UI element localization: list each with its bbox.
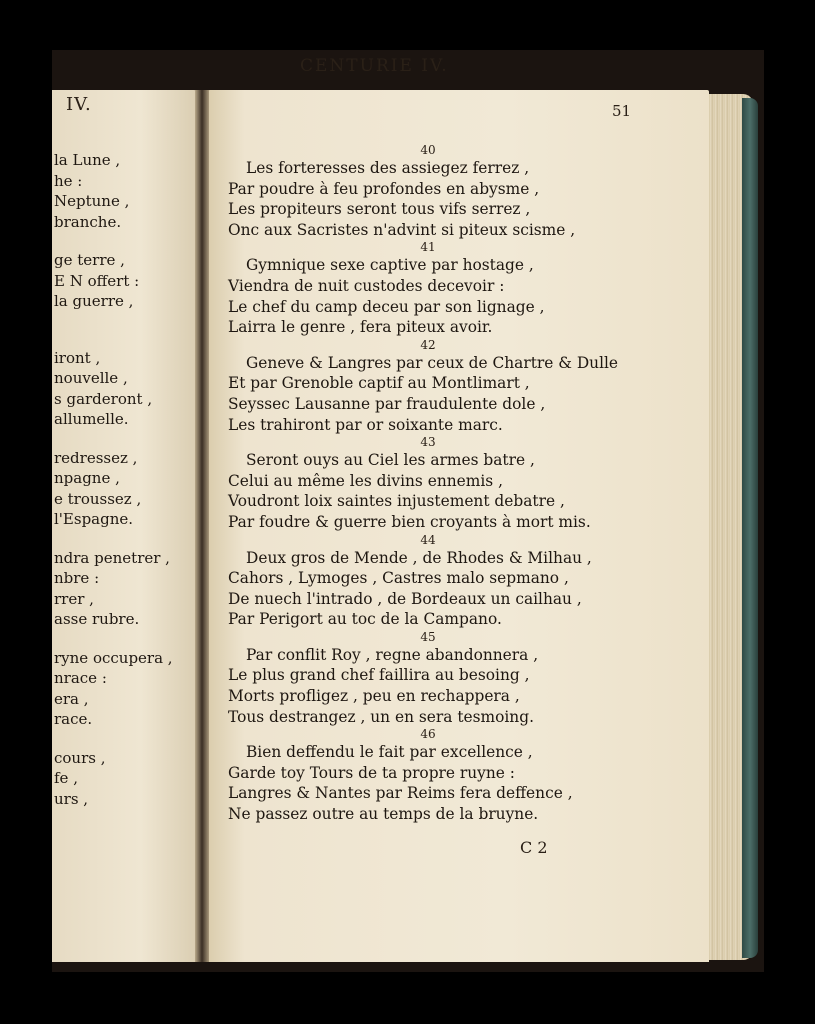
verse-line: Viendra de nuit custodes decevoir : [228, 276, 505, 295]
verse-line: Seront ouys au Ciel les armes batre , [246, 451, 535, 470]
verse-line: Garde toy Tours de ta propre ruyne : [228, 763, 515, 782]
verse-line: Par foudre & guerre bien croyants à mort mis. [228, 512, 591, 531]
verse-line: Par Perigort au toc de la Campano. [228, 610, 502, 629]
verse-line: Tous destrangez , un en sera tesmoing. [228, 707, 534, 726]
verse-line: Geneve & Langres par ceux de Chartre & Dulle [246, 353, 619, 372]
verse-line: Lairra le genre , fera piteux avoir. [228, 318, 493, 337]
left-page-line: he : [54, 171, 83, 190]
verse-line: Et par Grenoble captif au Montlimart , [228, 374, 530, 393]
quatrain-number: 41 [420, 240, 436, 255]
left-page-line: e troussez , [54, 489, 142, 508]
left-page-line: la Lune , [54, 151, 121, 169]
verse-line: De nuech l'intrado , de Bordeaux un cailhau , [228, 589, 582, 608]
left-page-line: ryne occupera , [54, 648, 173, 667]
left-page-line: iront , [54, 348, 101, 367]
verse-line: Langres & Nantes par Reims fera deffence , [228, 784, 573, 803]
left-page-line: Neptune , [54, 192, 130, 210]
verse-line: Cahors , Lymoges , Castres malo sepmano , [228, 569, 569, 588]
left-page-line: nbre : [54, 569, 100, 587]
left-page-line [54, 232, 196, 250]
quatrain-number: 43 [420, 435, 436, 450]
left-page-line: fe , [54, 769, 78, 787]
left-page-line: l'Espagne. [54, 510, 134, 528]
left-page-line: era , [54, 689, 89, 708]
left-page-line: race. [54, 710, 93, 728]
left-running-head: IV. [66, 94, 92, 115]
left-page-line [54, 630, 196, 648]
quatrains-block [228, 143, 638, 825]
verse-line: Ne passez outre au temps de la bruyne. [228, 805, 539, 824]
verse-line: Les trahiront par or soixante marc. [228, 415, 503, 434]
verse-line: Voudront loix saintes injustement debatre , [228, 492, 565, 511]
left-page-line: ndra penetrer , [54, 548, 170, 567]
book-gutter [195, 90, 209, 962]
quatrain-number: 42 [420, 337, 436, 352]
verse-line: Par conflit Roy , regne abandonnera , [246, 645, 539, 664]
left-page-line: ge terre , [54, 251, 125, 269]
left-page-line: la guerre , [54, 292, 134, 310]
verse-line: Les forteresses des assiegez ferrez , [246, 159, 530, 177]
signature-mark: C 2 [520, 838, 548, 857]
left-page-line [54, 330, 196, 348]
running-head: CENTURIE IV. [300, 56, 449, 76]
verse-line: Les propiteurs seront tous vifs serrez , [228, 200, 531, 219]
verse-line: Seyssec Lausanne par fraudulente dole , [228, 394, 546, 413]
quatrain-number: 40 [420, 143, 436, 157]
left-page-line: nrace : [54, 669, 107, 687]
verse-line: Onc aux Sacristes n'advint si piteux scisme , [228, 220, 576, 239]
left-page-line: s garderont , [54, 389, 153, 408]
verse-line: Le chef du camp deceu par son lignage , [228, 297, 545, 316]
left-page-line: nouvelle , [54, 369, 128, 387]
left-page-text [54, 150, 196, 809]
left-page-line: rrer , [54, 589, 94, 608]
left-page-line: branche. [54, 212, 122, 231]
left-page-line: E N offert : [54, 271, 140, 290]
left-page-line [54, 730, 196, 748]
left-page-line: redressez , [54, 448, 138, 467]
left-page-line: urs , [54, 789, 89, 808]
left-page-line: cours , [54, 748, 106, 767]
left-page-line: npagne , [54, 469, 120, 487]
verse-line: Celui au même les divins ennemis , [228, 471, 503, 490]
verse-line: Morts profligez , peu en rechappera , [228, 687, 520, 706]
left-page-line [54, 430, 196, 448]
quatrain-number: 44 [420, 532, 436, 547]
quatrain-number: 46 [420, 727, 436, 742]
left-page-line [54, 312, 196, 330]
verse-line: Le plus grand chef faillira au besoing , [228, 666, 530, 685]
verse-line: Bien deffendu le fait par excellence , [246, 743, 533, 762]
page-number: 51 [612, 102, 632, 120]
left-page-line [54, 530, 196, 548]
verse-line: Par poudre à feu profondes en abysme , [228, 179, 540, 198]
left-page-line: asse rubre. [54, 610, 140, 628]
verse-line: Gymnique sexe captive par hostage , [246, 256, 534, 275]
quatrain-number: 45 [420, 629, 436, 644]
verse-line: Deux gros de Mende , de Rhodes & Milhau , [246, 548, 592, 567]
book-cover [742, 98, 758, 958]
left-page-line: allumelle. [54, 410, 129, 428]
